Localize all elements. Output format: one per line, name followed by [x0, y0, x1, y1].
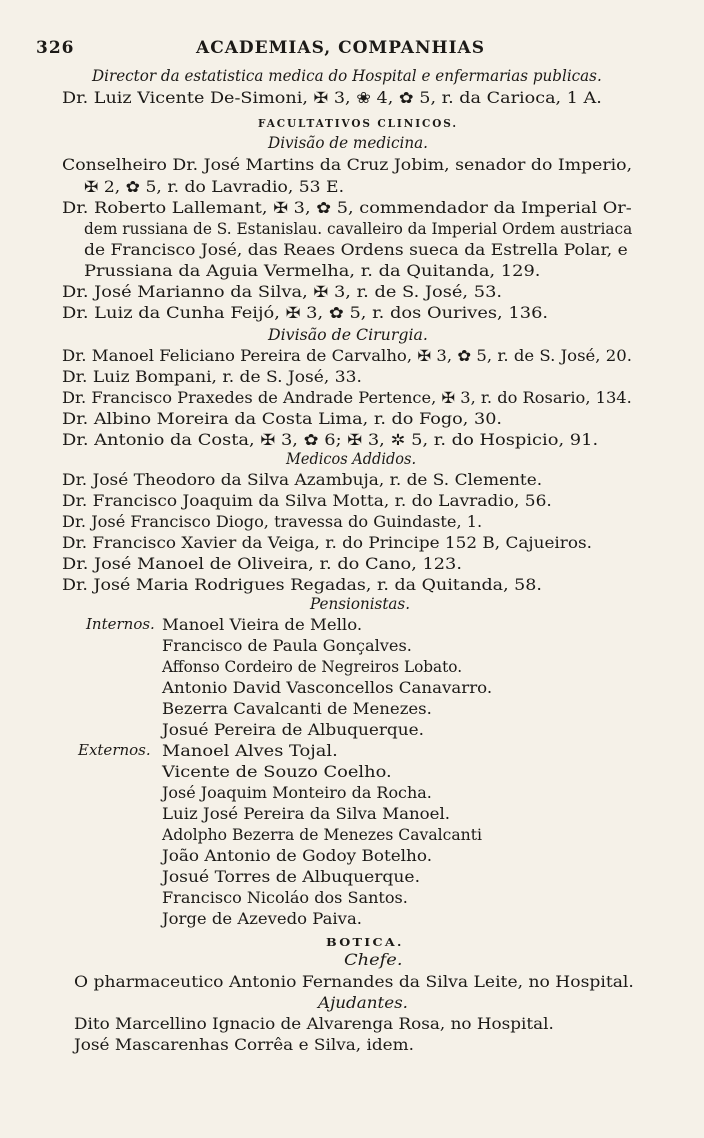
text-line: Divisão de medicina.	[268, 134, 429, 152]
text-line: Director da estatistica medica do Hospital e enfermarias publicas.	[92, 67, 602, 85]
text-line: Dr. Roberto Lallemant, ✠ 3, ✿ 5, commendador da Imperial Or-	[62, 199, 632, 217]
text-line: Dr. Albino Moreira da Costa Lima, r. do Fogo, 30.	[62, 410, 503, 428]
text-line: Dr. Luiz da Cunha Feijó, ✠ 3, ✿ 5, r. dos Ourives, 136.	[62, 304, 549, 322]
text-line: BOTICA.	[326, 936, 404, 949]
text-line: Josué Torres de Albuquerque.	[162, 868, 421, 886]
text-line: Dr. Francisco Praxedes de Andrade Pertence, ✠ 3, r. do Rosario, 134.	[62, 389, 632, 407]
text-line: Dito Marcellino Ignacio de Alvarenga Rosa, no Hospital.	[74, 1015, 554, 1033]
text-line: FACULTATIVOS CLINICOS.	[258, 117, 458, 130]
text-line: Dr. José Manoel de Oliveira, r. do Cano, 123.	[62, 555, 462, 573]
text-line: Chefe.	[344, 951, 403, 969]
text-line: Dr. Luiz Bompani, r. de S. José, 33.	[62, 368, 362, 386]
text-line: Prussiana da Aguia Vermelha, r. da Quitanda, 129.	[84, 262, 541, 280]
text-line: Medicos Addidos.	[286, 450, 417, 468]
text-line: O pharmaceutico Antonio Fernandes da Silva Leite, no Hospital.	[74, 973, 634, 991]
text-line: Francisco Nicoláo dos Santos.	[162, 889, 408, 907]
text-line: Adolpho Bezerra de Menezes Cavalcanti	[162, 826, 482, 844]
text-line: José Mascarenhas Corrêa e Silva, idem.	[74, 1036, 414, 1054]
text-line: Pensionistas.	[310, 595, 411, 613]
text-line: Divisão de Cirurgia.	[268, 326, 428, 344]
text-line: Antonio David Vasconcellos Canavarro.	[162, 679, 493, 697]
text-line: Dr. Manoel Feliciano Pereira de Carvalho, ✠ 3, ✿ 5, r. de S. José, 20.	[62, 347, 632, 365]
text-line: Dr. José Maria Rodrigues Regadas, r. da Quitanda, 58.	[62, 576, 542, 594]
text-line: ✠ 2, ✿ 5, r. do Lavradio, 53 E.	[84, 178, 345, 196]
text-line: Dr. José Marianno da Silva, ✠ 3, r. de S. José, 53.	[62, 283, 503, 301]
text-line: Affonso Cordeiro de Negreiros Lobato.	[162, 658, 463, 676]
text-line: Conselheiro Dr. José Martins da Cruz Jobim, senador do Imperio,	[62, 156, 633, 174]
page-number: 326	[36, 38, 75, 58]
text-line: Manoel Alves Tojal.	[162, 742, 338, 760]
section-label: Externos.	[78, 741, 151, 759]
running-title: ACADEMIAS, COMPANHIAS	[196, 38, 485, 58]
text-line: Jorge de Azevedo Paiva.	[162, 910, 362, 928]
text-line: Bezerra Cavalcanti de Menezes.	[162, 700, 432, 718]
text-line: Luiz José Pereira da Silva Manoel.	[162, 805, 451, 823]
page-header	[36, 38, 676, 62]
text-line: João Antonio de Godoy Botelho.	[162, 847, 433, 865]
text-line: Ajudantes.	[318, 994, 409, 1012]
text-line: Dr. Francisco Joaquim da Silva Motta, r. do Lavradio, 56.	[62, 492, 552, 510]
section-label: Internos.	[86, 615, 155, 633]
text-line: José Joaquim Monteiro da Rocha.	[162, 784, 432, 802]
text-line: Dr. Francisco Xavier da Veiga, r. do Principe 152 B, Cajueiros.	[62, 534, 592, 552]
text-line: Dr. Antonio da Costa, ✠ 3, ✿ 6; ✠ 3, ✲ 5, r. do Hospicio, 91.	[62, 431, 599, 449]
text-line: dem russiana de S. Estanislau. cavalleiro da Imperial Ordem austriaca	[84, 220, 633, 238]
text-line: Dr. José Theodoro da Silva Azambuja, r. de S. Clemente.	[62, 471, 543, 489]
text-line: Dr. Luiz Vicente De-Simoni, ✠ 3, ❀ 4, ✿ 5, r. da Carioca, 1 A.	[62, 89, 602, 107]
text-line: Vicente de Souzo Coelho.	[162, 763, 392, 781]
text-line: de Francisco José, das Reaes Ordens sueca da Estrella Polar, e	[84, 241, 628, 259]
text-line: Manoel Vieira de Mello.	[162, 616, 363, 634]
text-line: Francisco de Paula Gonçalves.	[162, 637, 412, 655]
text-line: Josué Pereira de Albuquerque.	[162, 721, 425, 739]
text-line: Dr. José Francisco Diogo, travessa do Guindaste, 1.	[62, 513, 483, 531]
